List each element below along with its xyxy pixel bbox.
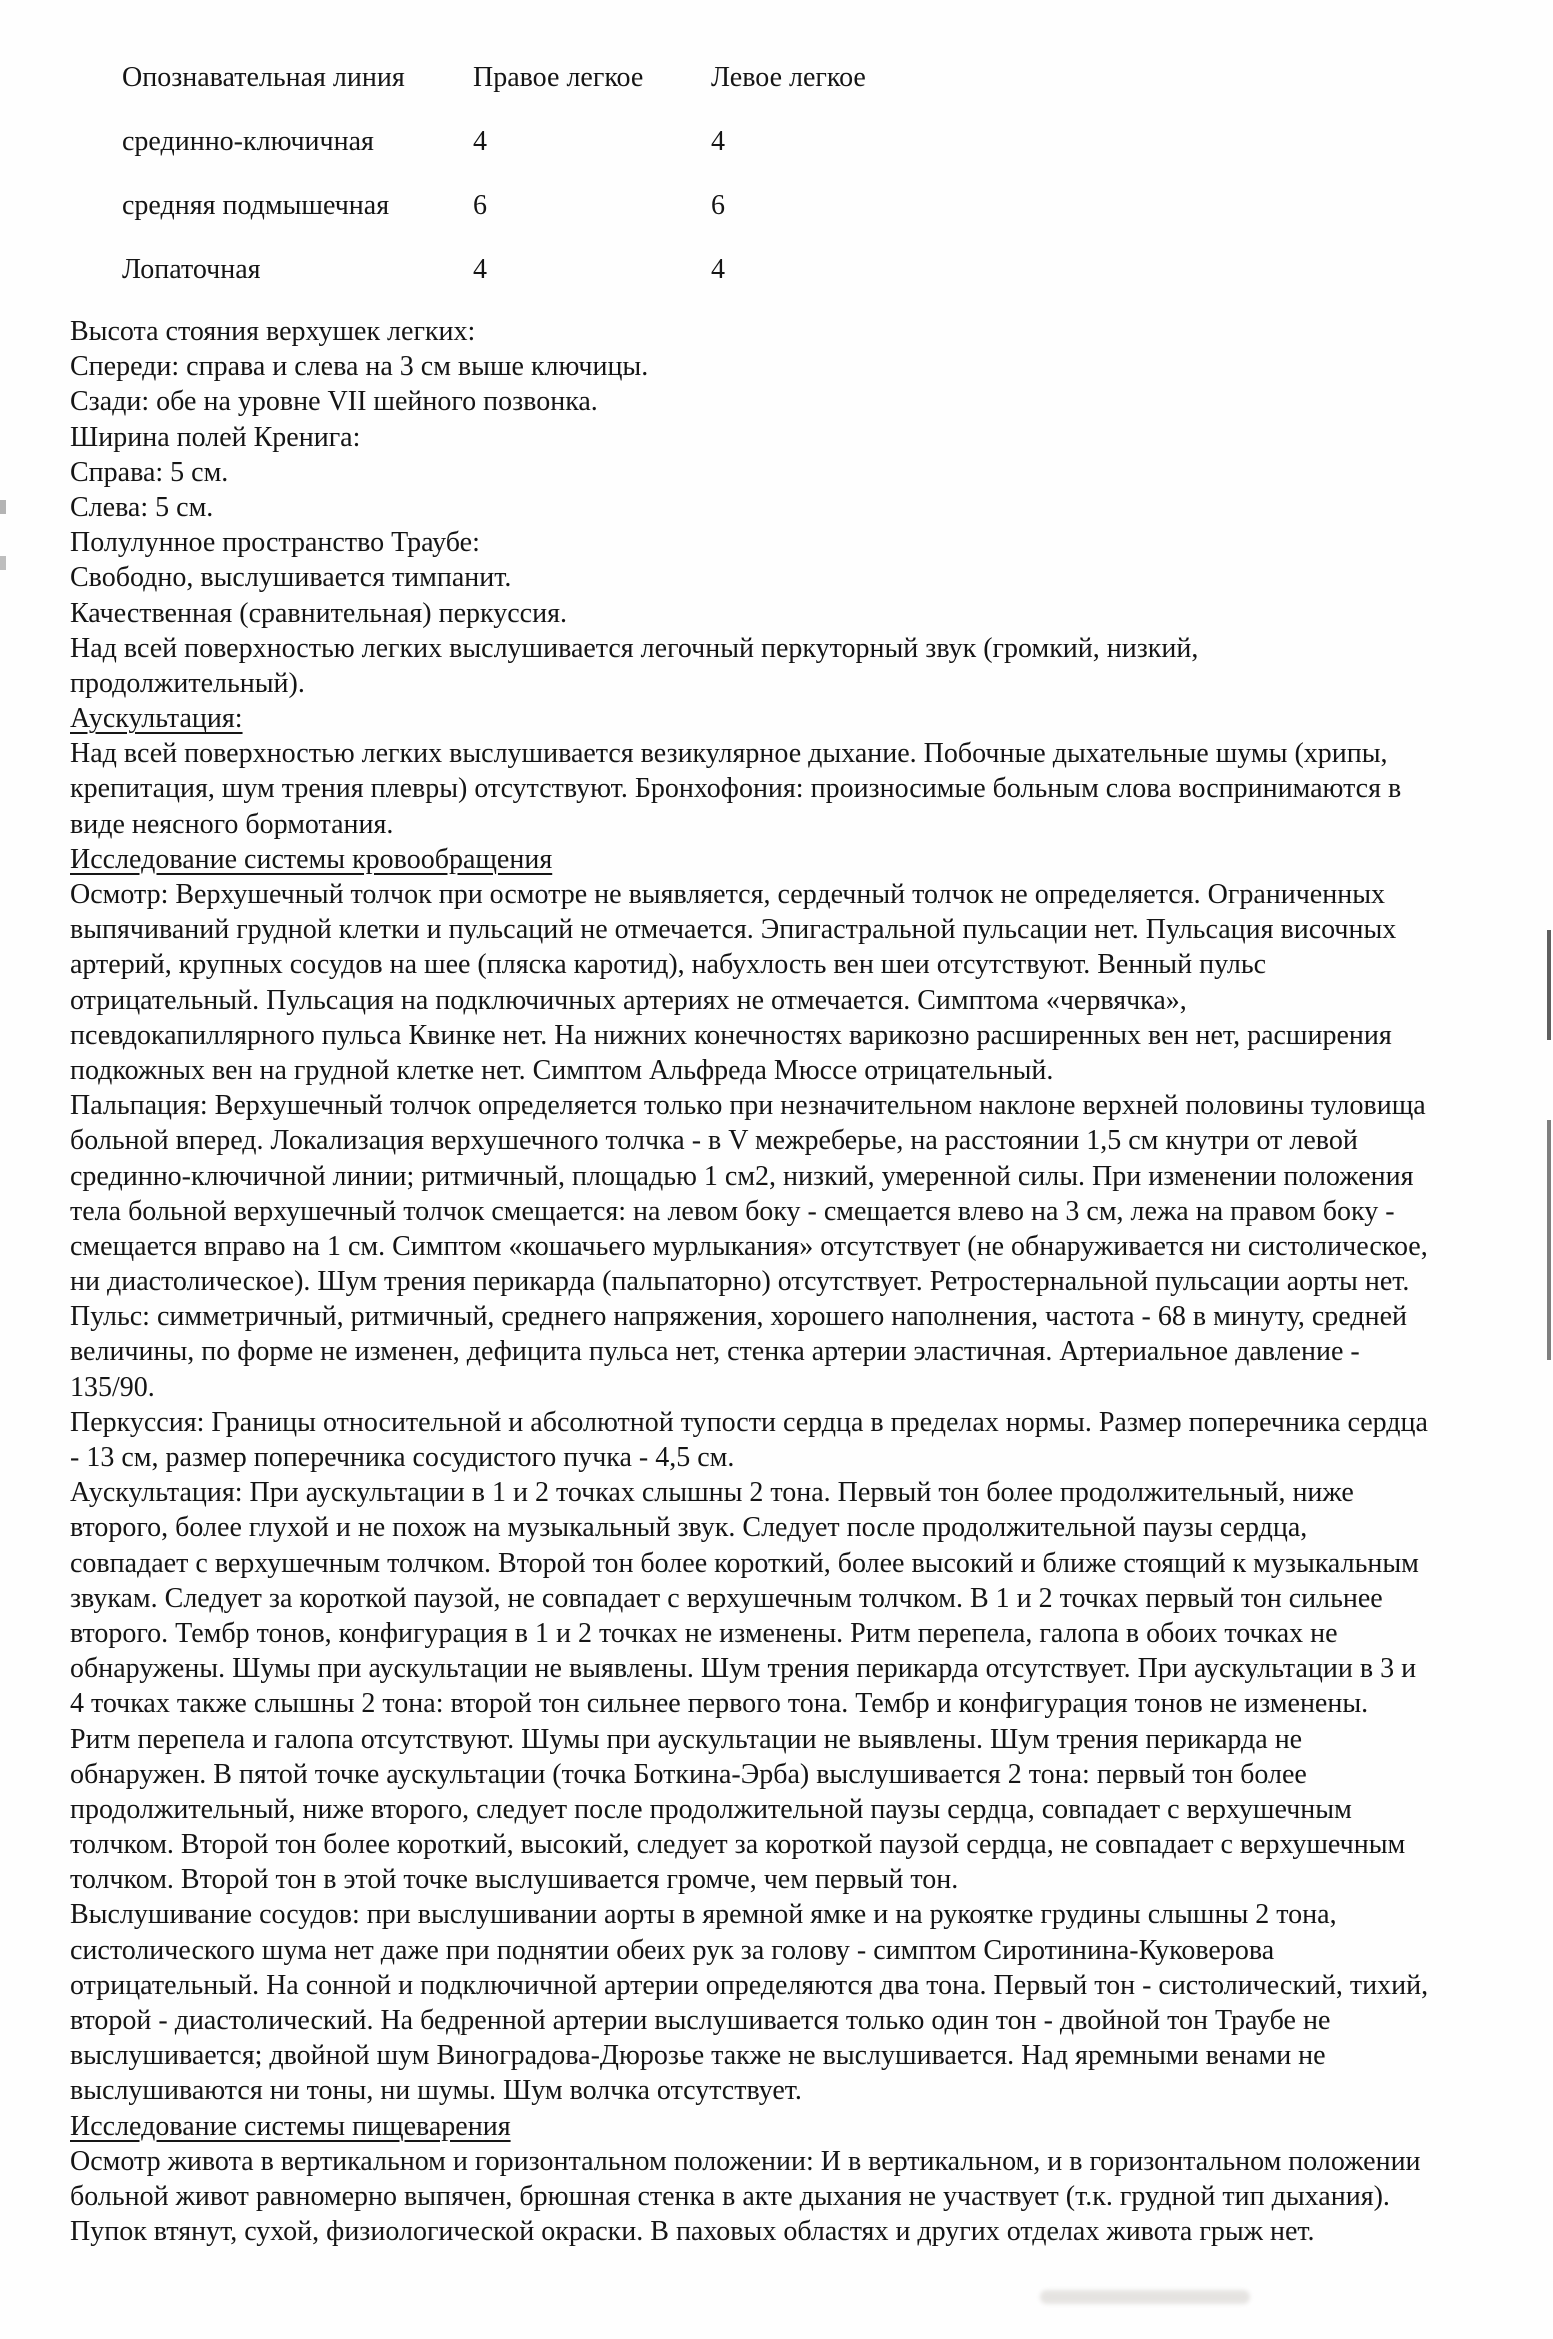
document-line: звукам. Следует за короткой паузой, не совпадает с верхушечным толчком. В 1 и 2 точках первый тон сильнее: [70, 1582, 1383, 1614]
document-line: Аускультация: При аускультации в 1 и 2 точках слышны 2 тона. Первый тон более продолжительный, ниже: [70, 1477, 1354, 1509]
document-line: второй - диастолический. На бедренной артерии выслушивается только один тон - двойной тон Траубе не: [70, 2005, 1331, 2036]
table-cell: 4: [711, 126, 725, 157]
document-line: срединно-ключичной линии; ритмичный, площадью 1 см2, низкий, умеренной силы. При изменении положения: [70, 1160, 1414, 1192]
table-header-cell: Опознавательная линия: [122, 62, 405, 93]
document-line: толчком. Второй тон в этой точке выслушивается громче, чем первый тон.: [70, 1864, 959, 1896]
section-heading: Исследование системы кровообращения: [70, 843, 553, 875]
document-line: Сзади: обе на уровне VII шейного позвонка.: [70, 386, 598, 418]
document-line: Пупок втянут, сухой, физиологической окраски. В паховых областях и других отделах живота грыж нет.: [70, 2216, 1315, 2248]
document-line: Слева: 5 см.: [70, 491, 214, 523]
section-heading: Аускультация:: [70, 703, 243, 735]
table-cell: 6: [711, 190, 725, 221]
document-line: Справа: 5 см.: [70, 456, 229, 488]
document-line: толчком. Второй тон более короткий, высокий, следует за короткой паузой сердца, не совпадает с верхушечным: [70, 1829, 1406, 1861]
document-line: обнаружен. В пятой точке аускультации (точка Боткина-Эрба) выслушивается 2 тона: первый тон более: [70, 1758, 1307, 1790]
document-line: Свободно, выслушивается тимпанит.: [70, 562, 512, 594]
document-line: Высота стояния верхушек легких:: [70, 316, 476, 347]
document-line: крепитация, шум трения плевры) отсутствуют. Бронхофония: произносимые больным слова воспринимаются в: [70, 773, 1402, 805]
document-body-text: [70, 314, 1428, 2249]
scan-artifact: [1547, 930, 1551, 1040]
document-line: Выслушивание сосудов: при выслушивании аорты в яремной ямке и на рукоятке грудины слышны 2 тона,: [70, 1899, 1337, 1931]
document-line: ни диастолическое). Шум трения перикарда (пальпаторно) отсутствует. Ретростернальной пульсации аорты нет.: [70, 1266, 1410, 1298]
document-line: Над всей поверхностью легких выслушивается легочный перкуторный звук (громкий, низкий,: [70, 632, 1199, 664]
document-line: Ритм перепела и галопа отсутствуют. Шумы при аускультации не выявлены. Шум трения перикарда не: [70, 1723, 1303, 1755]
document-line: отрицательный. На сонной и подключичной артерии определяются два тона. Первый тон - систолический, тихий,: [70, 1969, 1429, 2001]
document-line: Над всей поверхностью легких выслушивается везикулярное дыхание. Побочные дыхательные шумы (хрипы,: [70, 738, 1388, 770]
document-line: совпадает с верхушечным толчком. Второй тон более короткий, более высокий и ближе стоящий к музыкальным: [70, 1547, 1419, 1579]
scan-artifact: [1547, 1120, 1551, 1360]
document-line: больной вперед. Локализация верхушечного толчка - в V межреберье, на расстоянии 1,5 см кнутри от левой: [70, 1125, 1358, 1157]
document-line: подкожных вен на грудной клетке нет. Симптом Альфреда Мюссе отрицательный.: [70, 1054, 1054, 1086]
document-line: второго, более глухой и не похож на музыкальный звук. Следует после продолжительной паузы сердца,: [70, 1512, 1308, 1544]
document-line: Ширина полей Кренига:: [70, 421, 361, 453]
document-line: виде неясного бормотания.: [70, 808, 394, 840]
document-line: Пульс: симметричный, ритмичный, среднего напряжения, хорошего наполнения, частота - 68 в минуту, средней: [70, 1301, 1407, 1333]
document-line: выслушиваются ни тоны, ни шумы. Шум волчка отсутствует.: [70, 2075, 802, 2107]
document-line: Качественная (сравнительная) перкуссия.: [70, 597, 567, 629]
document-line: псевдокапиллярного пульса Квинке нет. На нижних конечностях варикозно расширенных вен нет, расширения: [70, 1019, 1392, 1051]
document-line: продолжительный, ниже второго, следует после продолжительной паузы сердца, совпадает с верхушечным: [70, 1793, 1352, 1825]
document-line: отрицательный. Пульсация на подключичных артериях не отмечается. Симптома «червячка»,: [70, 984, 1187, 1016]
document-line: Осмотр живота в вертикальном и горизонтальном положении: И в вертикальном, и в горизонтальном положении: [70, 2145, 1421, 2177]
document-line: смещается вправо на 1 см. Симптом «кошачьего мурлыкания» отсутствует (не обнаруживается ни систолическое,: [70, 1230, 1428, 1262]
document-line: обнаружены. Шумы при аускультации не выявлены. Шум трения перикарда отсутствует. При аускультации в 3 и: [70, 1653, 1417, 1685]
document-line: Спереди: справа и слева на 3 см выше ключицы.: [70, 351, 649, 383]
document-line: величины, по форме не изменен, дефицита пульса нет, стенка артерии эластичная. Артериальное давление -: [70, 1336, 1360, 1368]
table-cell: 6: [473, 190, 487, 221]
document-line: артерий, крупных сосудов на шее (пляска каротид), набухлость вен шеи отсутствуют. Венный пульс: [70, 949, 1267, 981]
table-cell: срединно-ключичная: [122, 126, 374, 157]
document-line: выслушивается; двойной шум Виноградова-Дюрозье также не выслушивается. Над яремными венами не: [70, 2040, 1326, 2072]
document-line: выпячиваний грудной клетки и пульсаций не отмечается. Эпигастральной пульсации нет. Пульсация височных: [70, 914, 1397, 946]
document-line: тела больной верхушечный толчок смещается: на левом боку - смещается влево на 3 см, лежа на правом боку -: [70, 1195, 1395, 1227]
document-line: Пальпация: Верхушечный толчок определяется только при незначительном наклоне верхней половины туловища: [70, 1090, 1426, 1122]
document-line: Осмотр: Верхушечный толчок при осмотре не выявляется, сердечный толчок не определяется. Ограниченных: [70, 879, 1386, 910]
scan-artifact: [0, 556, 6, 570]
table-cell: 4: [473, 126, 487, 157]
document-line: 135/90.: [70, 1371, 155, 1403]
table-header-cell: Правое легкое: [473, 62, 644, 93]
table-cell: 4: [473, 254, 487, 285]
table-cell: 4: [711, 254, 725, 285]
document-line: второго. Тембр тонов, конфигурация в 1 и 2 точках не изменены. Ритм перепела, галопа в обоих точках не: [70, 1617, 1338, 1649]
scan-artifact: [1040, 2290, 1250, 2304]
document-line: 4 точках также слышны 2 тона: второй тон сильнее первого тона. Тембр и конфигурация тонов не изменены.: [70, 1688, 1369, 1720]
document-line: больной живот равномерно выпячен, брюшная стенка в акте дыхания не участвует (т.к. грудной тип дыхания).: [70, 2180, 1390, 2212]
document-line: систолического шума нет даже при поднятии обеих рук за голову - симптом Сиротинина-Куковерова: [70, 1934, 1275, 1966]
document-line: продолжительный).: [70, 667, 305, 699]
table-cell: средняя подмышечная: [122, 190, 390, 221]
document-line: - 13 см, размер поперечника сосудистого пучка - 4,5 см.: [70, 1442, 735, 1473]
document-line: Перкуссия: Границы относительной и абсолютной тупости сердца в пределах нормы. Размер поперечника сердца: [70, 1406, 1428, 1438]
document-line: Полулунное пространство Траубе:: [70, 527, 480, 559]
scan-artifact: [0, 500, 6, 514]
table-header-cell: Левое легкое: [711, 62, 866, 93]
section-heading: Исследование системы пищеварения: [70, 2110, 511, 2142]
lung-borders-table: [122, 62, 866, 318]
table-cell: Лопаточная: [122, 254, 261, 285]
